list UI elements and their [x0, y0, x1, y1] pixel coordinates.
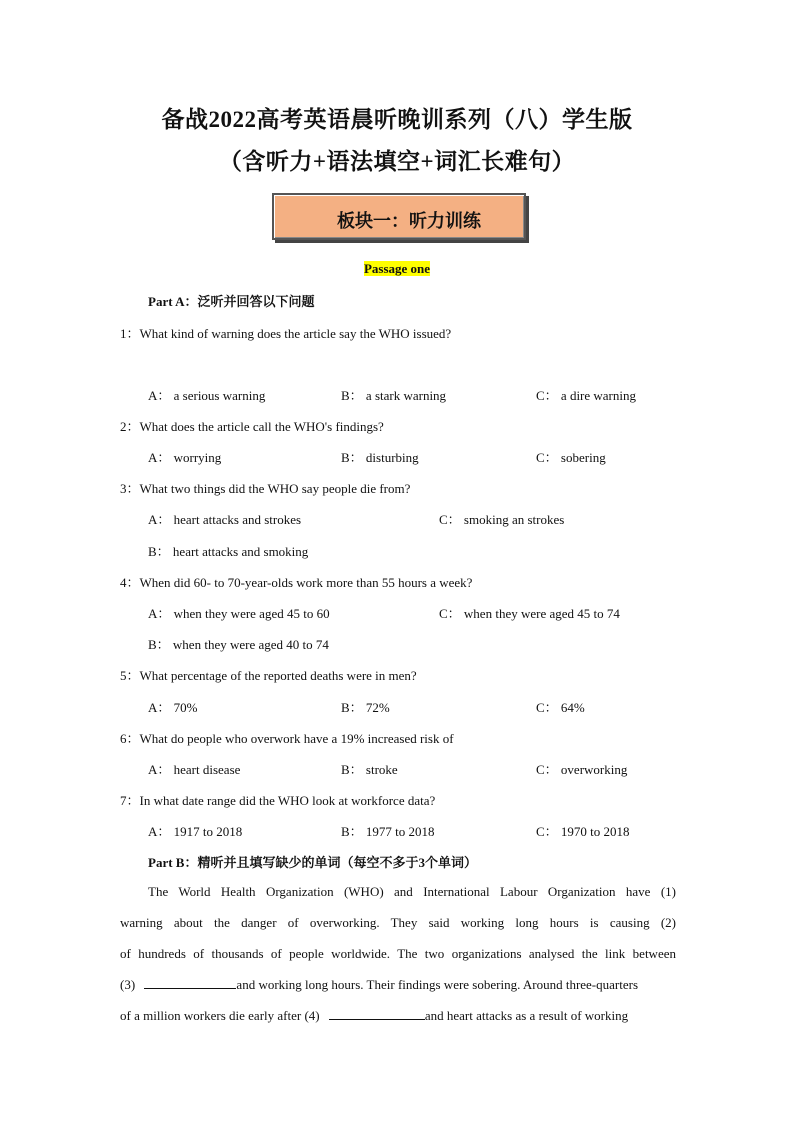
q5-option-a: A： 70%	[148, 700, 198, 715]
question-1: 1：What kind of warning does the article say the WHO issued?	[120, 326, 452, 341]
question-3: 3：What two things did the WHO say people die from?	[120, 481, 411, 496]
q4-option-c: C： when they were aged 45 to 74	[439, 606, 620, 621]
q1-option-b: B： a stark warning	[341, 388, 447, 403]
q7-option-b: B： 1977 to 2018	[341, 824, 435, 839]
q2-option-a: A： worrying	[148, 450, 222, 465]
blank-3[interactable]	[144, 977, 236, 989]
document-subtitle: （含听力+语法填空+词汇长难句）	[218, 149, 576, 174]
question-4: 4：When did 60- to 70-year-olds work more than 55 hours a week?	[120, 575, 473, 590]
q3-option-b: B： heart attacks and smoking	[148, 544, 309, 559]
question-2: 2：What does the article call the WHO's findings?	[120, 419, 384, 434]
blank-3-number: (3)	[120, 977, 136, 992]
question-7: 7：In what date range did the WHO look at workforce data?	[120, 793, 436, 808]
q3-option-c: C： smoking an strokes	[439, 512, 565, 527]
q6-option-b: B： stroke	[341, 762, 398, 777]
q4-option-a: A： when they were aged 45 to 60	[148, 606, 330, 621]
document-title: 备战2022高考英语晨听晚训系列（八）学生版	[161, 107, 633, 132]
q6-option-a: A： heart disease	[148, 762, 241, 777]
passage-heading	[0, 260, 794, 278]
paragraph-line-2: warning about the danger of overworking. They said working long hours is causing (2)	[120, 915, 676, 930]
paragraph-line-5	[120, 1008, 676, 1024]
q1-option-c: C： a dire warning	[536, 388, 637, 403]
question-5: 5：What percentage of the reported deaths were in men?	[120, 668, 417, 683]
blank-4[interactable]	[329, 1008, 425, 1020]
paragraph-line-3: of hundreds of thousands of people worldwide. The two organizations analysed the link between	[120, 946, 676, 961]
paragraph-line-4	[120, 977, 676, 993]
q7-option-a: A： 1917 to 2018	[148, 824, 243, 839]
paragraph-line-1: The World Health Organization (WHO) and International Labour Organization have (1)	[148, 884, 676, 899]
q5-option-c: C： 64%	[536, 700, 585, 715]
section-banner	[272, 193, 526, 240]
paragraph-line-4-text: and working long hours. Their findings were sobering. Around three-quarters	[236, 977, 639, 992]
q4-option-b: B： when they were aged 40 to 74	[148, 637, 329, 652]
q2-option-b: B： disturbing	[341, 450, 419, 465]
q2-option-c: C： sobering	[536, 450, 606, 465]
q1-option-a: A： a serious warning	[148, 388, 266, 403]
passage-label: Passage one	[363, 261, 431, 276]
question-6: 6：What do people who overwork have a 19% increased risk of	[120, 731, 454, 746]
part-b-heading: Part B：精听并且填写缺少的单词（每空不多于3个单词）	[148, 855, 477, 870]
paragraph-line-5-text-a: of a million workers die early after (4)	[120, 1008, 320, 1023]
section-label: 板块一：听力训练	[337, 211, 481, 232]
paragraph-line-5-text-b: and heart attacks as a result of working	[424, 1008, 629, 1023]
q7-option-c: C： 1970 to 2018	[536, 824, 630, 839]
q5-option-b: B： 72%	[341, 700, 390, 715]
part-a-heading: Part A：泛听并回答以下问题	[148, 294, 315, 309]
q6-option-c: C： overworking	[536, 762, 628, 777]
q3-option-a: A： heart attacks and strokes	[148, 512, 302, 527]
